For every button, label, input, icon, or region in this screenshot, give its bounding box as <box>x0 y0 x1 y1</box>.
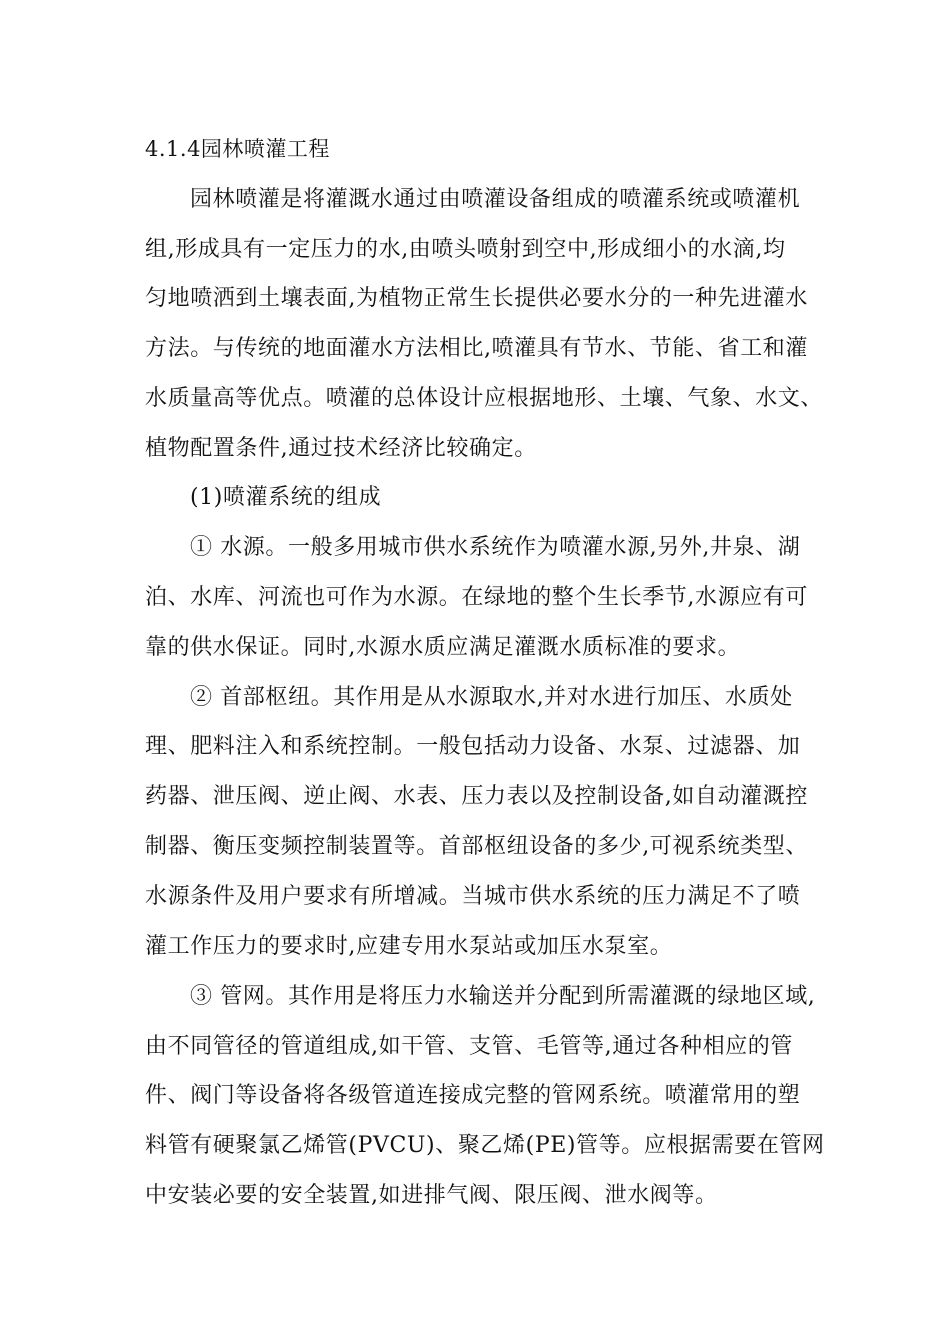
paragraph-line: 药器、泄压阀、逆止阀、水表、压力表以及控制设备,如自动灌溉控 <box>145 784 808 809</box>
paragraph-line: 件、阀门等设备将各级管道连接成完整的管网系统。喷灌常用的塑 <box>145 1083 801 1108</box>
paragraph-line: 水质量高等优点。喷灌的总体设计应根据地形、土壤、气象、水文、 <box>145 386 824 411</box>
paragraph-line: 灌工作压力的要求时,应建专用水泵站或加压水泵室。 <box>145 934 673 959</box>
paragraph-line: 植物配置条件,通过技术经济比较确定。 <box>145 436 537 461</box>
paragraph-line: 由不同管径的管道组成,如干管、支管、毛管等,通过各种相应的管 <box>145 1034 793 1059</box>
paragraph-line: 水源条件及用户要求有所增减。当城市供水系统的压力满足不了喷 <box>145 884 801 909</box>
paragraph-line: 料管有硬聚氯乙烯管(PVCU)、聚乙烯(PE)管等。应根据需要在管网 <box>145 1133 825 1158</box>
paragraph-line: 中安装必要的安全装置,如进排气阀、限压阀、泄水阀等。 <box>145 1183 718 1208</box>
paragraph-line: ② 首部枢纽。其作用是从水源取水,并对水进行加压、水质处 <box>190 685 793 710</box>
paragraph-line: 理、肥料注入和系统控制。一般包括动力设备、水泵、过滤器、加 <box>145 734 801 759</box>
paragraph-line: 方法。与传统的地面灌水方法相比,喷灌具有节水、节能、省工和灌 <box>145 336 808 361</box>
paragraph-line: 泊、水库、河流也可作为水源。在绿地的整个生长季节,水源应有可 <box>145 585 808 610</box>
section-heading: 4.1.4园林喷灌工程 <box>145 137 330 161</box>
subsection-heading: (1)喷灌系统的组成 <box>190 485 382 510</box>
paragraph-line: 匀地喷洒到土壤表面,为植物正常生长提供必要水分的一种先进灌水 <box>145 286 808 311</box>
paragraph-line: 制器、衡压变频控制装置等。首部枢纽设备的多少,可视系统类型、 <box>145 834 808 859</box>
paragraph-line: 园林喷灌是将灌溉水通过由喷灌设备组成的喷灌系统或喷灌机 <box>190 187 801 212</box>
paragraph-line: ① 水源。一般多用城市供水系统作为喷灌水源,另外,井泉、湖 <box>190 535 801 560</box>
paragraph-line: ③ 管网。其作用是将压力水输送并分配到所需灌溉的绿地区域, <box>190 984 816 1009</box>
paragraph-line: 靠的供水保证。同时,水源水质应满足灌溉水质标准的要求。 <box>145 635 741 660</box>
paragraph-line: 组,形成具有一定压力的水,由喷头喷射到空中,形成细小的水滴,均 <box>145 237 786 262</box>
